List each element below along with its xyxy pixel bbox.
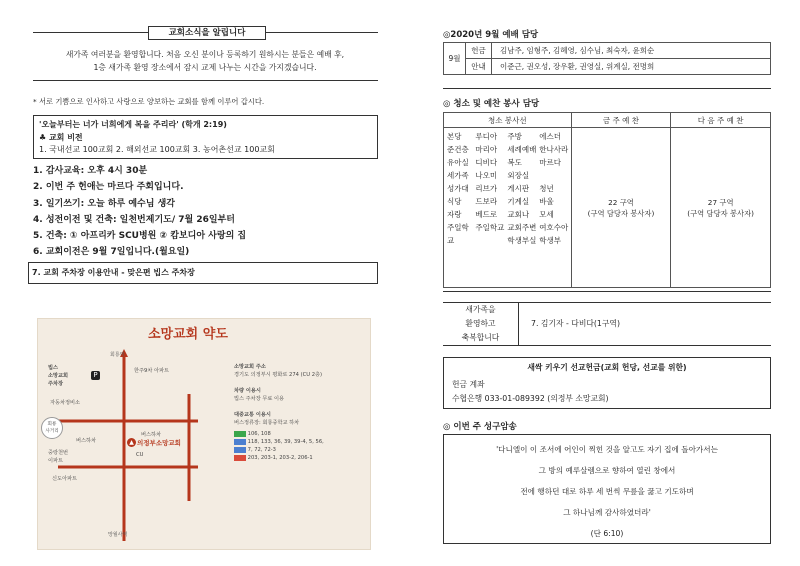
parking-icon: P bbox=[91, 371, 100, 380]
bus-color-chip bbox=[234, 431, 246, 437]
verse-title: ◎ 이번 주 성구암송 bbox=[443, 422, 517, 432]
list-item: 성가대 bbox=[447, 184, 469, 193]
map-title: 소망교회 약도 bbox=[148, 327, 228, 342]
cleaning-header: 금 주 예 찬 bbox=[571, 113, 671, 128]
vision-heading: ♣ 교회 비전 bbox=[39, 132, 83, 142]
cleaning-rule bbox=[443, 88, 771, 89]
mission-account-label: 헌금 계좌 bbox=[452, 380, 485, 389]
cleaning-col bbox=[444, 128, 476, 288]
newcomer-rule bbox=[443, 291, 771, 292]
announcement-item: 5. 건축: ① 아프리카 SCU병원 ② 캄보디아 사랑의 집 bbox=[33, 231, 247, 242]
table-row bbox=[444, 113, 771, 128]
verse-line: 전에 행하던 대로 하루 세 번씩 무릎을 꿇고 기도하며 bbox=[520, 487, 694, 496]
news-title: 교회소식을 알립니다 bbox=[148, 26, 266, 40]
church-map bbox=[37, 318, 371, 550]
welcome-line-1: 새가족 여러분을 환영합니다. 처음 오신 분이나 등록하기 원하시는 분들은 예배 후, bbox=[65, 50, 345, 59]
list-item: 세례예배 bbox=[507, 145, 537, 154]
this-week-cell bbox=[571, 128, 671, 288]
map-label-top-road: 회룡역 bbox=[110, 352, 125, 358]
list-item: 마리아 bbox=[475, 145, 498, 154]
this-week-zone: 22 구역 bbox=[608, 197, 634, 207]
announcement-list bbox=[33, 163, 378, 261]
worship-names: 이준근, 권오성, 장우환, 권영실, 위계실, 전명희 bbox=[492, 59, 771, 75]
vision-verse: '오늘부터는 너가 너희에게 복을 주리라' (학개 2:19) bbox=[39, 120, 227, 129]
next-week-zone: 27 구역 bbox=[707, 197, 734, 207]
list-item: 자랑 bbox=[447, 210, 462, 219]
map-label-station: 신도아파트 bbox=[52, 476, 78, 482]
verse-ref: (단 6:10) bbox=[590, 529, 624, 538]
mission-title: 새싹 키우기 선교헌금(교회 헌당, 선교를 위한) bbox=[527, 363, 687, 372]
cleaning-header: 청소 봉사선 bbox=[444, 113, 572, 128]
map-label-intersection: 회룡 사거리 bbox=[41, 417, 63, 439]
list-item: 드보라 bbox=[475, 197, 498, 206]
list-item: 나오미 bbox=[475, 171, 498, 180]
bus-route-row bbox=[234, 430, 368, 438]
verse-line: 그 방의 예루살렘으로 향하여 열린 창에서 bbox=[538, 466, 676, 475]
list-item: 모세 bbox=[539, 210, 554, 219]
cleaning-title: ◎ 청소 및 예찬 봉사 담당 bbox=[443, 99, 540, 109]
table-row bbox=[444, 59, 771, 75]
list-item: 마르다 bbox=[539, 158, 561, 167]
list-item: 준건층 bbox=[447, 145, 469, 154]
bus-route-row bbox=[234, 438, 368, 446]
list-item: 주일학교 bbox=[475, 223, 505, 232]
bus-color-chip bbox=[234, 447, 246, 453]
list-item: 루디아 bbox=[475, 132, 498, 141]
map-label-cu: CU bbox=[136, 452, 144, 458]
bus-routes: 106, 108 bbox=[247, 431, 271, 437]
bus-color-chip bbox=[234, 455, 246, 461]
bus-route-row bbox=[234, 446, 368, 454]
cleaning-col bbox=[475, 128, 507, 288]
list-item: 주방 bbox=[507, 132, 522, 141]
cleaning-col bbox=[507, 128, 539, 288]
bus-routes: 7, 72, 72-3 bbox=[247, 447, 276, 453]
map-label-apartment: 한주9차 아파트 bbox=[134, 368, 170, 374]
worship-role: 안내 bbox=[466, 59, 492, 75]
this-week-sub: (구역 담당자 봉사자) bbox=[587, 208, 655, 218]
vision-box bbox=[33, 115, 378, 159]
welcome-text bbox=[30, 48, 380, 74]
table-row bbox=[444, 43, 771, 59]
note-text: * 서로 기쁨으로 인사하고 사랑으로 양보하는 교회를 함께 이루어 갑시다. bbox=[33, 97, 265, 106]
newcomer-text: 7. 김기자 - 다비다(1구역) bbox=[531, 319, 620, 328]
list-item: 베드로 bbox=[475, 210, 498, 219]
map-label-bus-stop: 버스하차 bbox=[76, 438, 97, 444]
announcement-item: 2. 이번 주 헌애는 마르다 주회입니다. bbox=[33, 182, 184, 193]
worship-table bbox=[443, 42, 771, 75]
map-label-bottom-road: 망월사역 bbox=[108, 532, 128, 538]
list-item: 외장실 bbox=[507, 171, 530, 180]
map-label-parking: 빕스 소망교회 주차장 bbox=[48, 365, 69, 387]
table-row bbox=[444, 128, 771, 288]
list-item bbox=[539, 169, 570, 182]
bus-routes: 118, 133, 36, 39, 39-4, 5, 56, bbox=[247, 439, 324, 445]
next-week-sub: (구역 담당자 봉사자) bbox=[687, 208, 755, 218]
vision-items: 1. 국내선교 100교회 2. 해외선교 100교회 3. 농어촌선교 100교회 bbox=[39, 145, 275, 154]
mission-box bbox=[443, 357, 771, 409]
list-item: 리브가 bbox=[475, 184, 498, 193]
worship-names: 김남주, 임형주, 김혜영, 심수님, 최숙자, 윤희순 bbox=[492, 43, 771, 59]
list-item: 본당 bbox=[447, 132, 462, 141]
bus-color-chip bbox=[234, 439, 246, 445]
list-item: 유아실 bbox=[447, 158, 469, 167]
welcome-rule bbox=[33, 80, 378, 81]
verse-box bbox=[443, 434, 771, 544]
newcomer-label: 새가족을 환영하고 축복합니다 bbox=[443, 303, 519, 345]
bus-route-row bbox=[234, 454, 368, 462]
worship-role: 헌금 bbox=[466, 43, 492, 59]
worship-month: 9월 bbox=[444, 43, 466, 75]
address-text: 경기도 의정부시 평화로 274 (CU 2층) bbox=[234, 372, 323, 378]
bus-text: 버스정류장: 회룡중학교 하차 bbox=[234, 420, 300, 426]
verse-line: 그 하나님께 감사하였더라' bbox=[563, 508, 651, 517]
list-item: 주일학교 bbox=[447, 223, 469, 245]
list-item: 교회주변 bbox=[507, 223, 537, 232]
list-item: 청년 bbox=[539, 184, 554, 193]
list-item: 여호수아 bbox=[539, 223, 569, 232]
announcement-item: 3. 일기쓰기: 오늘 하루 예수님 생각 bbox=[33, 198, 175, 209]
mission-account: 수협은행 033-01-089392 (의정부 소망교회) bbox=[452, 394, 609, 403]
parking-notice: 7. 교회 주차장 이용안내 - 맞은편 빕스 주차장 bbox=[28, 262, 378, 284]
list-item: 식당 bbox=[447, 197, 462, 206]
list-item: 학생부 bbox=[539, 236, 561, 245]
list-item: 교회나 bbox=[507, 210, 530, 219]
list-item: 바울 bbox=[539, 197, 554, 206]
worship-title: ◎2020년 9월 예배 담당 bbox=[443, 30, 539, 40]
map-info bbox=[234, 363, 368, 462]
cleaning-col bbox=[539, 128, 571, 288]
verse-line: '다니엘이 이 조서에 어인이 찍힌 것을 알고도 자기 집에 돌아가서는 bbox=[496, 445, 718, 454]
list-item: 에스더 bbox=[539, 132, 561, 141]
next-week-cell bbox=[671, 128, 771, 288]
newcomer-box bbox=[443, 302, 771, 346]
map-label-repair: 자동차정비소 bbox=[50, 400, 81, 406]
map-label-bus-cu: 버스하차 bbox=[141, 432, 162, 438]
church-marker-icon: ▲ bbox=[127, 438, 136, 447]
bus-label: 대중교통 이용시 bbox=[234, 412, 271, 418]
map-church-label: 의정부소망교회 bbox=[137, 439, 181, 447]
welcome-line-2: 1층 새가족 환영 장소에서 잠시 교제 나누는 시간을 가지겠습니다. bbox=[93, 63, 317, 72]
car-label: 차량 이용시 bbox=[234, 388, 261, 394]
list-item: 한나사라 bbox=[539, 145, 569, 154]
list-item: 기계실 bbox=[507, 197, 530, 206]
list-item: 세가족 bbox=[447, 171, 469, 180]
announcement-item: 1. 감사교육: 오후 4시 30분 bbox=[33, 166, 148, 176]
announcement-item: 4. 성전이전 및 건축: 일천번제기도/ 7월 26일부터 bbox=[33, 214, 235, 225]
list-item: 게시판 bbox=[507, 184, 530, 193]
address-label: 소망교회 주소 bbox=[234, 364, 266, 370]
announcement-item: 6. 교회이전은 9월 7일입니다.(월요일) bbox=[33, 247, 190, 258]
list-item: 디비다 bbox=[475, 158, 498, 167]
bus-routes: 203, 203-1, 203-2, 206-1 bbox=[247, 455, 313, 461]
map-label-apt: 중랑천번 이파트 bbox=[48, 450, 69, 464]
list-item: 복도 bbox=[507, 158, 522, 167]
cleaning-table bbox=[443, 112, 771, 288]
car-text: 빕스 주차장 무료 이용 bbox=[234, 396, 285, 402]
list-item: 학생부실 bbox=[507, 236, 537, 245]
cleaning-header: 다 음 주 예 찬 bbox=[671, 113, 771, 128]
